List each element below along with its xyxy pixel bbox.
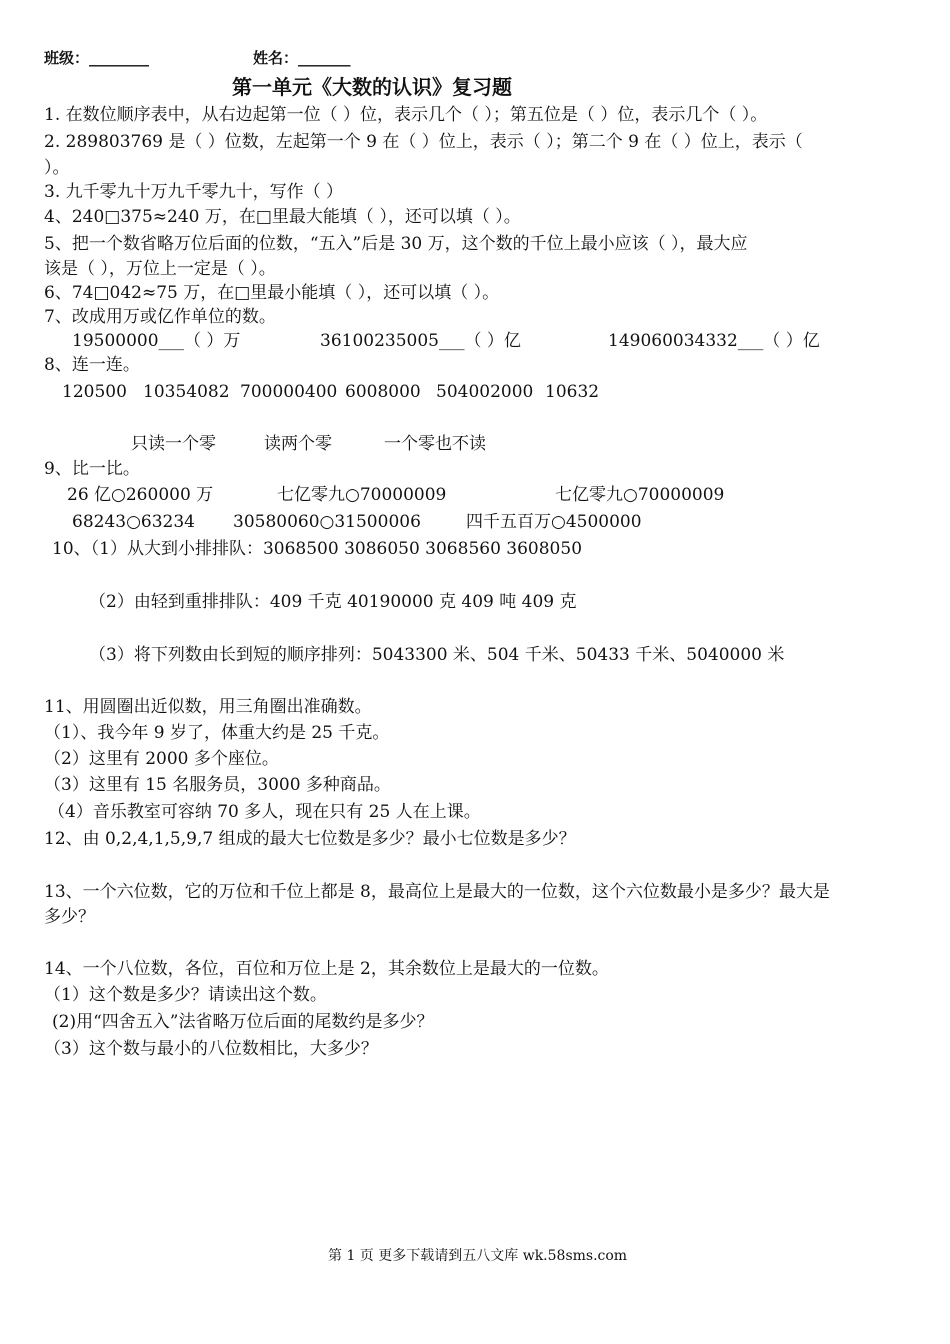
question-13-cont: 多少？ [44, 907, 95, 927]
q7-item: 19500000___（ ）万 [72, 331, 241, 351]
q8-number: 10632 [545, 382, 600, 402]
page-footer: 第 1 页 更多下载请到五八文库 wk.58sms.com [328, 1248, 628, 1264]
question-4: 4、240□375≈240 万，在□里最大能填（ ），还可以填（ ）。 [44, 207, 521, 227]
question-1: 1. 在数位顺序表中，从右边起第一位（ ）位，表示几个（ ）；第五位是（ ）位，表示几个（ ）。 [44, 105, 768, 125]
q9-comparison: 26 亿○260000 万 [67, 485, 214, 505]
question-14-1: （1）这个数是多少？请读出这个数。 [44, 985, 327, 1005]
q9-comparison: 68243○63234 [72, 512, 195, 532]
q8-number: 6008000 [345, 382, 421, 402]
q8-number-row [0, 381, 950, 403]
question-10-3: （3）将下列数由长到短的顺序排列：5043300 米、504 千米、50433 千米、5040000 米 [89, 645, 785, 665]
question-10-1: 10、（1）从大到小排排队：3068500 3086050 3068560 3608050 [52, 539, 583, 559]
question-14-2: (2)用“四舍五入”法省略万位后面的尾数约是多少？ [52, 1012, 434, 1032]
name-label: 姓名：_______ [253, 49, 351, 67]
q8-number: 10354082 [143, 382, 230, 402]
question-12: 12、由 0,2,4,1,5,9,7 组成的最大七位数是多少？最小七位数是多少？ [44, 829, 576, 849]
class-label: 班级：________ [44, 49, 150, 67]
question-7: 7、改成用万或亿作单位的数。 [44, 307, 276, 327]
q9-comparison: 四千五百万○4500000 [466, 512, 642, 532]
question-14: 14、一个八位数，各位，百位和万位上是 2，其余数位上是最大的一位数。 [44, 959, 609, 979]
question-11: 11、用圆圈出近似数，用三角圈出准确数。 [44, 697, 372, 717]
question-7-items [0, 330, 950, 352]
question-11-3: （3）这里有 15 名服务员，3000 多种商品。 [44, 775, 391, 795]
question-13: 13、一个六位数，它的万位和千位上都是 8，最高位上是最大的一位数，这个六位数最小是多少？最大是 [44, 882, 830, 902]
q8-read-row [0, 433, 950, 455]
q9-comparison: 30580060○31500006 [233, 512, 421, 532]
question-5-cont: 该是（ ），万位上一定是（ ）。 [44, 259, 276, 279]
question-10-2: （2）由轻到重排排队：409 千克 40190000 克 409 吨 409 克 [89, 592, 577, 612]
q8-number: 700000400 [240, 382, 338, 402]
question-2: 2. 289803769 是（ ）位数，左起第一个 9 在（ ）位上，表示（ ）；第二个 9 在（ ）位上，表示（ [44, 132, 803, 152]
q9-row-1 [0, 484, 950, 506]
q7-item: 36100235005___（ ）亿 [320, 331, 521, 351]
q9-comparison: 七亿零九○70000009 [277, 485, 447, 505]
question-11-2: （2）这里有 2000 多个座位。 [44, 749, 279, 769]
q8-read-option: 一个零也不读 [384, 434, 486, 454]
q8-number: 504002000 [436, 382, 534, 402]
question-11-1: （1）、我今年 9 岁了，体重大约是 25 千克。 [44, 723, 390, 743]
q7-item: 149060034332___（ ）亿 [608, 331, 820, 351]
question-2-cont: ）。 [44, 158, 70, 178]
question-9: 9、比一比。 [44, 459, 140, 479]
question-5: 5、把一个数省略万位后面的位数，“五入”后是 30 万，这个数的千位上最小应该（ ），最大应 [44, 234, 748, 254]
question-11-4: （4）音乐教室可容纳 70 多人，现在只有 25 人在上课。 [48, 802, 481, 822]
question-3: 3. 九千零九十万九千零九十，写作（ ） [44, 182, 344, 202]
q8-number: 120500 [62, 382, 127, 402]
q9-comparison: 七亿零九○70000009 [555, 485, 725, 505]
question-6: 6、74□042≈75 万，在□里最小能填（ ），还可以填（ ）。 [44, 283, 500, 303]
q8-read-option: 读两个零 [264, 434, 332, 454]
q8-read-option: 只读一个零 [131, 434, 216, 454]
page-title: 第一单元《大数的认识》复习题 [232, 75, 512, 99]
q9-row-2 [0, 511, 950, 533]
question-14-3: （3）这个数与最小的八位数相比，大多少？ [44, 1039, 378, 1059]
question-8: 8、连一连。 [44, 355, 140, 375]
